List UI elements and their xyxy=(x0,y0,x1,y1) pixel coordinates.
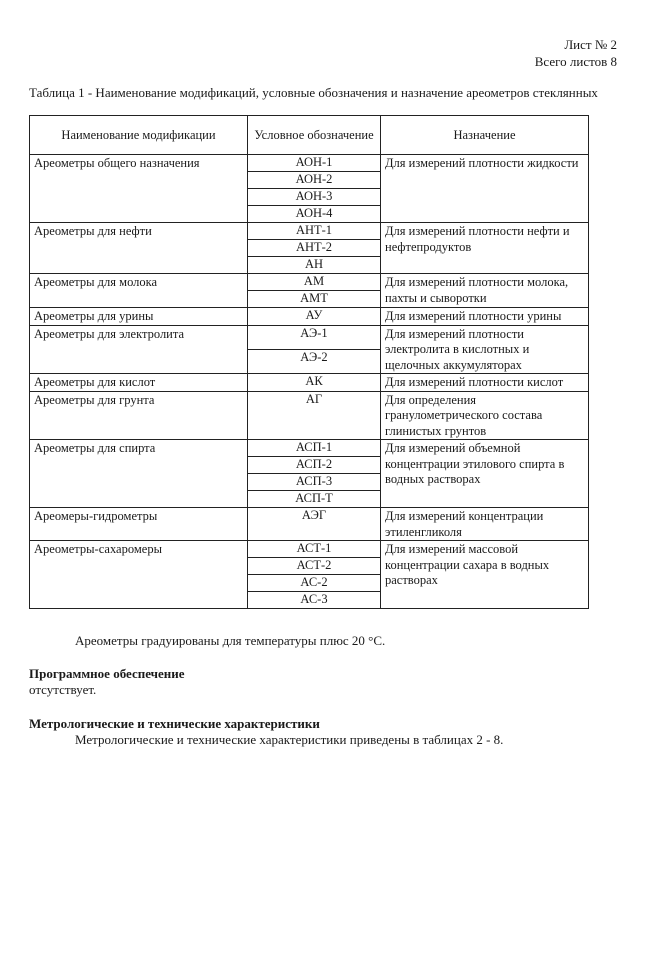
designation-code: АЭ-1 xyxy=(248,325,381,349)
table-row xyxy=(30,391,589,440)
modification-name: Ареометры-сахаромеры xyxy=(30,541,248,609)
column-header-code: Условное обозначение xyxy=(248,116,381,155)
modification-name: Ареометры для грунта xyxy=(30,391,248,440)
designation-code: АМ xyxy=(248,274,381,291)
modification-purpose: Для измерений плотности жидкости xyxy=(381,155,589,223)
modifications-table xyxy=(29,115,589,609)
table-row xyxy=(30,541,589,558)
table-row xyxy=(30,440,589,457)
modification-purpose: Для измерений плотности кислот xyxy=(381,374,589,392)
modification-purpose: Для измерений плотности урины xyxy=(381,308,589,326)
modification-purpose: Для измерений плотности электролита в кислотных и щелочных аккумуляторах xyxy=(381,325,589,374)
designation-code: АУ xyxy=(248,308,381,326)
modification-purpose: Для определения гранулометрического состава глинистых грунтов xyxy=(381,391,589,440)
table-row xyxy=(30,508,589,541)
total-sheets: Всего листов 8 xyxy=(534,54,617,69)
designation-code: АСТ-1 xyxy=(248,541,381,558)
table-row xyxy=(30,325,589,349)
designation-code: АНТ-1 xyxy=(248,223,381,240)
modification-purpose: Для измерений плотности нефти и нефтепродуктов xyxy=(381,223,589,274)
table-row xyxy=(30,223,589,240)
designation-code: АГ xyxy=(248,391,381,440)
designation-code: АОН-3 xyxy=(248,189,381,206)
calibration-note: Ареометры градуированы для температуры плюс 20 °С. xyxy=(75,633,386,648)
software-heading: Программное обеспечение xyxy=(29,666,185,681)
designation-code: АН xyxy=(248,257,381,274)
metrology-heading: Метрологические и технические характеристики xyxy=(29,716,320,731)
sheet-header xyxy=(535,36,617,70)
table-row xyxy=(30,308,589,326)
modification-name: Ареометры для кислот xyxy=(30,374,248,392)
designation-code: АС-2 xyxy=(248,575,381,592)
table-row xyxy=(30,374,589,392)
modification-name: Ареометры для урины xyxy=(30,308,248,326)
metrology-text: Метрологические и технические характеристики приведены в таблицах 2 - 8. xyxy=(75,732,504,747)
designation-code: АНТ-2 xyxy=(248,240,381,257)
designation-code: АОН-1 xyxy=(248,155,381,172)
modification-purpose: Для измерений массовой концентрации сахара в водных растворах xyxy=(381,541,589,609)
modification-name: Ареометры для электролита xyxy=(30,325,248,374)
table-header-row xyxy=(30,116,589,155)
designation-code: АОН-2 xyxy=(248,172,381,189)
modification-name: Ареометры для молока xyxy=(30,274,248,308)
modification-purpose: Для измерений концентрации этиленгликоля xyxy=(381,508,589,541)
modification-name: Ареометры общего назначения xyxy=(30,155,248,223)
software-text: отсутствует. xyxy=(29,682,97,697)
table-row xyxy=(30,274,589,291)
designation-code: АМТ xyxy=(248,291,381,308)
designation-code: АЭ-2 xyxy=(248,349,381,373)
table-body xyxy=(30,155,589,609)
designation-code: АЭГ xyxy=(248,508,381,541)
table-row xyxy=(30,155,589,172)
modification-name: Ареометры для нефти xyxy=(30,223,248,274)
modification-purpose: Для измерений плотности молока, пахты и сыворотки xyxy=(381,274,589,308)
modification-name: Ареометры для спирта xyxy=(30,440,248,508)
table-caption: Таблица 1 - Наименование модификаций, условные обозначения и назначение ареометров стеклянных xyxy=(29,85,598,100)
column-header-name: Наименование модификации xyxy=(30,116,248,155)
modification-name: Ареомеры-гидрометры xyxy=(30,508,248,541)
designation-code: АСП-1 xyxy=(248,440,381,457)
sheet-number: Лист № 2 xyxy=(564,37,617,52)
designation-code: АОН-4 xyxy=(248,206,381,223)
column-header-purpose: Назначение xyxy=(381,116,589,155)
designation-code: АСП-2 xyxy=(248,457,381,474)
designation-code: АК xyxy=(248,374,381,392)
designation-code: АСП-3 xyxy=(248,474,381,491)
designation-code: АСП-Т xyxy=(248,491,381,508)
designation-code: АС-3 xyxy=(248,592,381,609)
designation-code: АСТ-2 xyxy=(248,558,381,575)
modification-purpose: Для измерений объемной концентрации этилового спирта в водных растворах xyxy=(381,440,589,508)
